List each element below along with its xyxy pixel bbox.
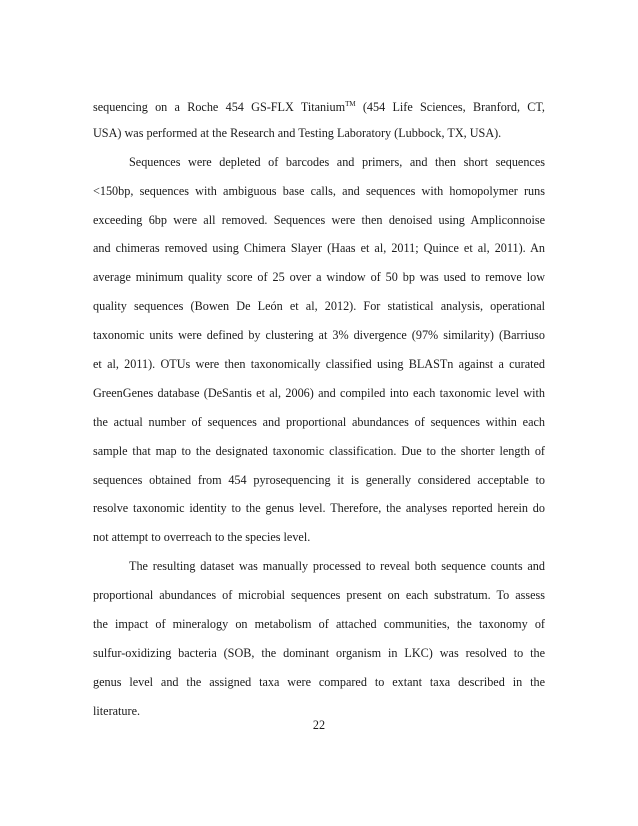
text-line: USA) was performed at the Research and Testing Laboratory (Lubbock, TX, USA). [93,125,502,140]
body-text [93,90,545,726]
text-line: <150bp, sequences with ambiguous base calls, and sequences with homopolymer runs [93,183,545,198]
text-line: exceeding 6bp were all removed. Sequences were then denoised using Ampliconnoise [93,212,545,227]
text-line: sample that map to the designated taxonomic classification. Due to the shorter length of [93,443,545,458]
paragraph-start: The resulting dataset was manually processed to reveal both sequence counts and [129,559,545,574]
text-line: resolve taxonomic identity to the genus level. Therefore, the analyses reported herein do [93,501,545,516]
text-line: and chimeras removed using Chimera Slayer (Haas et al, 2011; Quince et al, 2011). An [93,241,545,256]
text-line: taxonomic units were defined by clustering at 3% divergence (97% similarity) (Barriuso [93,328,545,343]
text-line: quality sequences (Bowen De León et al, 2012). For statistical analysis, operational [93,299,545,314]
text-line: literature. [93,703,141,718]
text-line: sequences obtained from 454 pyrosequencing it is generally considered acceptable to [93,472,545,487]
text-line: average minimum quality score of 25 over a window of 50 bp was used to remove low [93,270,545,285]
text-line: GreenGenes database (DeSantis et al, 2006) and compiled into each taxonomic level with [93,385,545,400]
text-line: sulfur-oxidizing bacteria (SOB, the dominant organism in LKC) was resolved to the [93,645,545,660]
trademark-mark: TM [345,100,356,108]
text-line: et al, 2011). OTUs were then taxonomically classified using BLASTn against a curated [93,357,545,372]
text-line: not attempt to overreach to the species level. [93,530,311,545]
text-line: the impact of mineralogy on metabolism of attached communities, the taxonomy of [93,617,545,632]
paragraph-start: Sequences were depleted of barcodes and primers, and then short sequences [129,154,545,169]
text-line: the actual number of sequences and proportional abundances of sequences within each [93,414,545,429]
text-line: proportional abundances of microbial sequences present on each substratum. To assess [93,588,545,603]
text-line: genus level and the assigned taxa were compared to extant taxa described in the [93,674,545,689]
page-number: 22 [312,718,326,732]
text-line: sequencing on a Roche 454 GS-FLX Titanium™ (454 Life Sciences, Branford, CT, [93,100,545,114]
